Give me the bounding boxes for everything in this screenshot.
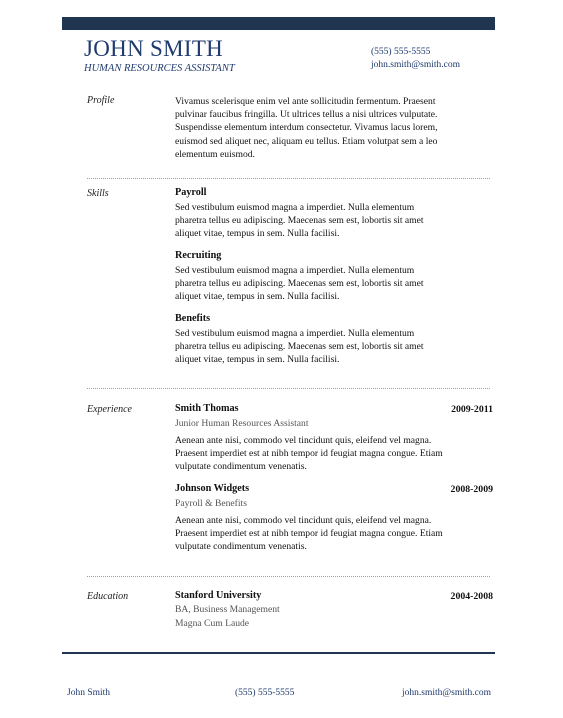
company-name: Johnson Widgets	[175, 483, 250, 494]
section-divider	[87, 576, 490, 577]
footer-phone: (555) 555-5555	[235, 688, 295, 698]
candidate-name: JOHN SMITH	[84, 36, 224, 61]
skills-label: Skills	[87, 188, 109, 199]
education-dates: 2004-2008	[450, 591, 493, 602]
school-name: Stanford University	[175, 590, 262, 601]
skill-text: Sed vestibulum euismod magna a imperdiet. Nulla elementum pharetra tellus eu adipiscing. Maecenas sem est, lobortis sit amet aliquet vitae, tempus in sem. Nulla facilisi.	[175, 202, 424, 240]
profile-text: Vivamus scelerisque enim vel ante sollicitudin fermentum. Praesent pulvinar faucibus fringilla. Ut ultrices tellus a nisi ultrices vulputate. Suspendisse elementum interdum consectetur. Vivamus lacus lorem, euismod sed aliquet nec, aliquam eu tellus. Etiam volutpat sem a leo elementum euismod.	[175, 96, 438, 160]
job-description: Aenean ante nisi, commodo vel tincidunt quis, eleifend vel magna. Praesent imperdiet est at nibh tempor id feugiat magna congue. Etiam vulputate condimentum venenatis.	[175, 515, 443, 553]
job-role: Junior Human Resources Assistant	[175, 418, 309, 429]
section-divider	[87, 178, 490, 179]
footer-email[interactable]: john.smith@smith.com	[402, 688, 491, 698]
skill-text: Sed vestibulum euismod magna a imperdiet. Nulla elementum pharetra tellus eu adipiscing. Maecenas sem est, lobortis sit amet aliquet vitae, tempus in sem. Nulla facilisi.	[175, 328, 424, 366]
profile-label: Profile	[87, 95, 115, 106]
footer-name: John Smith	[67, 688, 111, 698]
top-accent-bar	[62, 17, 495, 30]
skill-title: Payroll	[175, 187, 207, 198]
degree-details: BA, Business Management Magna Cum Laude	[175, 604, 280, 629]
job-title: HUMAN RESOURCES ASSISTANT	[84, 63, 235, 74]
bottom-rule	[62, 652, 495, 654]
experience-label: Experience	[87, 404, 132, 415]
skill-title: Recruiting	[175, 250, 222, 261]
skill-text: Sed vestibulum euismod magna a imperdiet. Nulla elementum pharetra tellus eu adipiscing. Maecenas sem est, lobortis sit amet aliquet vitae, tempus in sem. Nulla facilisi.	[175, 265, 424, 303]
skill-title: Benefits	[175, 313, 211, 324]
job-description: Aenean ante nisi, commodo vel tincidunt quis, eleifend vel magna. Praesent imperdiet est at nibh tempor id feugiat magna congue. Etiam vulputate condimentum venenatis.	[175, 435, 443, 473]
job-dates: 2009-2011	[451, 404, 493, 415]
education-label: Education	[87, 591, 129, 602]
header-phone: (555) 555-5555	[371, 47, 431, 57]
job-role: Payroll & Benefits	[175, 498, 247, 509]
section-divider	[87, 388, 490, 389]
header-email[interactable]: john.smith@smith.com	[371, 60, 460, 70]
job-dates: 2008-2009	[450, 484, 493, 495]
company-name: Smith Thomas	[175, 403, 239, 414]
